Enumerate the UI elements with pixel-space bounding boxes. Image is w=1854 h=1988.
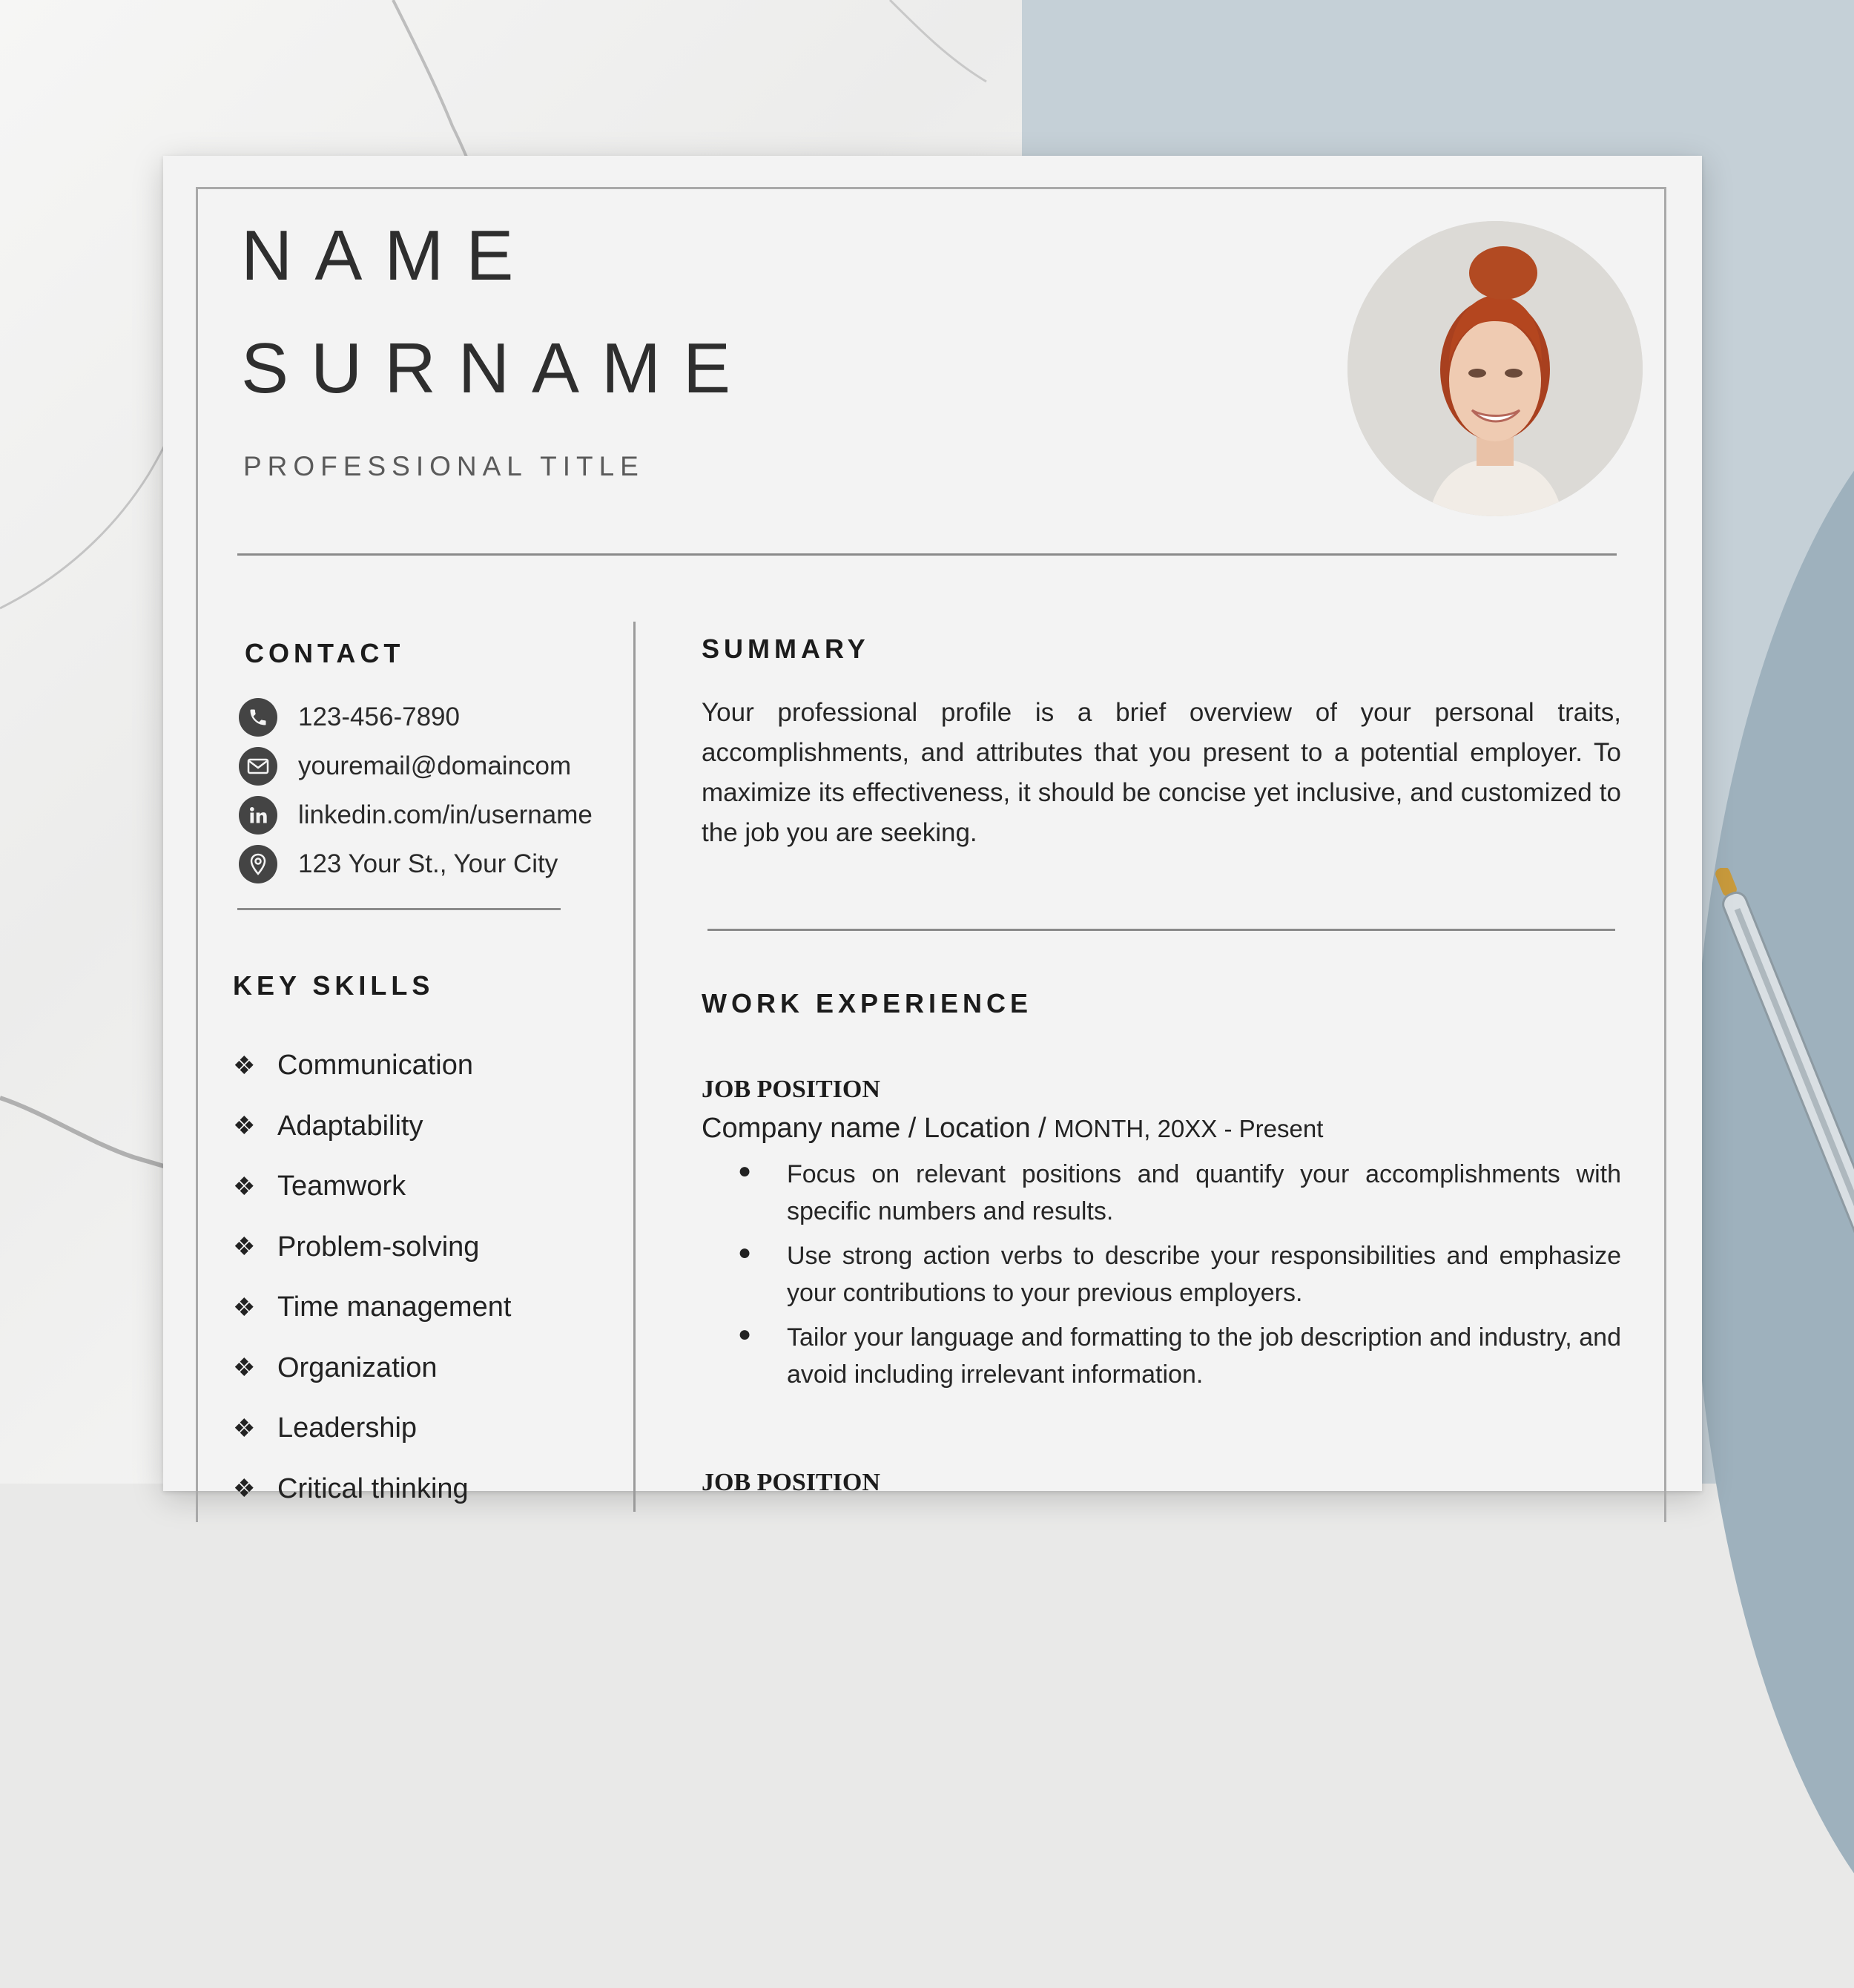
bullet-dot-icon: ● bbox=[738, 1240, 752, 1265]
skill-text: Time management bbox=[277, 1291, 512, 1323]
professional-title: PROFESSIONAL TITLE bbox=[243, 451, 644, 481]
contact-divider bbox=[237, 908, 561, 910]
diamond-bullet-icon: ❖ bbox=[233, 1172, 256, 1201]
contact-list bbox=[239, 693, 593, 889]
skill-text: Teamwork bbox=[277, 1171, 406, 1202]
skill-item bbox=[233, 1398, 511, 1459]
skill-item bbox=[233, 1277, 511, 1338]
linkedin-text: linkedin.com/in/username bbox=[298, 800, 593, 829]
diamond-bullet-icon: ❖ bbox=[233, 1051, 256, 1080]
skill-text: Communication bbox=[277, 1050, 473, 1082]
resume-paper bbox=[163, 156, 1702, 1504]
job-title: JOB POSITION bbox=[702, 1076, 880, 1103]
job-bullet-text: Use strong action verbs to describe your responsibilities and emphasize your contributions to your previous employers. bbox=[787, 1242, 1621, 1307]
bullet-dot-icon: ● bbox=[738, 1322, 752, 1346]
bullet-dot-icon: ● bbox=[738, 1159, 752, 1183]
skill-item bbox=[233, 1217, 511, 1278]
job-title: JOB POSITION bbox=[702, 1469, 880, 1496]
key-skills-heading: KEY SKILLS bbox=[233, 970, 435, 1001]
job-dates: MONTH, 20XX - Present bbox=[1054, 1115, 1324, 1142]
phone-icon bbox=[239, 698, 277, 737]
contact-linkedin bbox=[239, 791, 593, 840]
summary-heading: SUMMARY bbox=[702, 633, 870, 664]
resume-last-name: SURNAME bbox=[241, 329, 753, 408]
job-meta bbox=[702, 1113, 1323, 1145]
diamond-bullet-icon: ❖ bbox=[233, 1233, 256, 1262]
profile-photo bbox=[1347, 221, 1643, 516]
work-experience-heading: WORK EXPERIENCE bbox=[702, 988, 1033, 1018]
phone-text: 123-456-7890 bbox=[298, 702, 460, 731]
header-divider bbox=[237, 553, 1617, 556]
contact-address bbox=[239, 840, 593, 889]
skill-text: Critical thinking bbox=[277, 1472, 469, 1504]
email-icon bbox=[239, 747, 277, 786]
diamond-bullet-icon: ❖ bbox=[233, 1354, 256, 1383]
skill-text: Leadership bbox=[277, 1412, 418, 1444]
summary-divider bbox=[707, 929, 1615, 931]
job-bullet-text: Tailor your language and formatting to the job description and industry, and avoid including irrelevant information. bbox=[787, 1323, 1621, 1389]
job-bullet bbox=[738, 1156, 1621, 1230]
column-divider bbox=[633, 622, 636, 1512]
resume-first-name: NAME bbox=[241, 216, 536, 295]
job-company-location: Company name / Location / bbox=[702, 1113, 1055, 1144]
skill-item bbox=[233, 1036, 511, 1096]
skills-list bbox=[233, 1036, 511, 1519]
address-text: 123 Your St., Your City bbox=[298, 849, 558, 878]
diamond-bullet-icon: ❖ bbox=[233, 1414, 256, 1443]
contact-phone bbox=[239, 693, 593, 742]
diamond-bullet-icon: ❖ bbox=[233, 1475, 256, 1504]
pen-decoration bbox=[1698, 868, 1854, 1484]
job-bullet-list bbox=[738, 1156, 1621, 1401]
location-pin-icon bbox=[239, 845, 277, 883]
job-bullet-text: Focus on relevant positions and quantify your accomplishments with specific numbers and results. bbox=[787, 1160, 1621, 1225]
contact-heading: CONTACT bbox=[245, 638, 405, 668]
diamond-bullet-icon: ❖ bbox=[233, 1293, 256, 1322]
summary-text: Your professional profile is a brief overview of your personal traits, accomplishments, and attributes that you present to a potential employer. To maximize its effectiveness, it should be concise yet inclusive, and customized to the job you are seeking. bbox=[702, 698, 1621, 847]
email-text: youremail@domaincom bbox=[298, 751, 572, 780]
contact-email bbox=[239, 742, 593, 791]
linkedin-icon bbox=[239, 796, 277, 835]
job-bullet bbox=[738, 1237, 1621, 1311]
skill-item bbox=[233, 1338, 511, 1399]
diamond-bullet-icon: ❖ bbox=[233, 1112, 256, 1141]
job-bullet bbox=[738, 1319, 1621, 1393]
skill-item bbox=[233, 1096, 511, 1157]
skill-text: Problem-solving bbox=[277, 1231, 480, 1263]
skill-item bbox=[233, 1459, 511, 1520]
skill-text: Organization bbox=[277, 1352, 438, 1383]
skill-text: Adaptability bbox=[277, 1110, 423, 1142]
skill-item bbox=[233, 1156, 511, 1217]
